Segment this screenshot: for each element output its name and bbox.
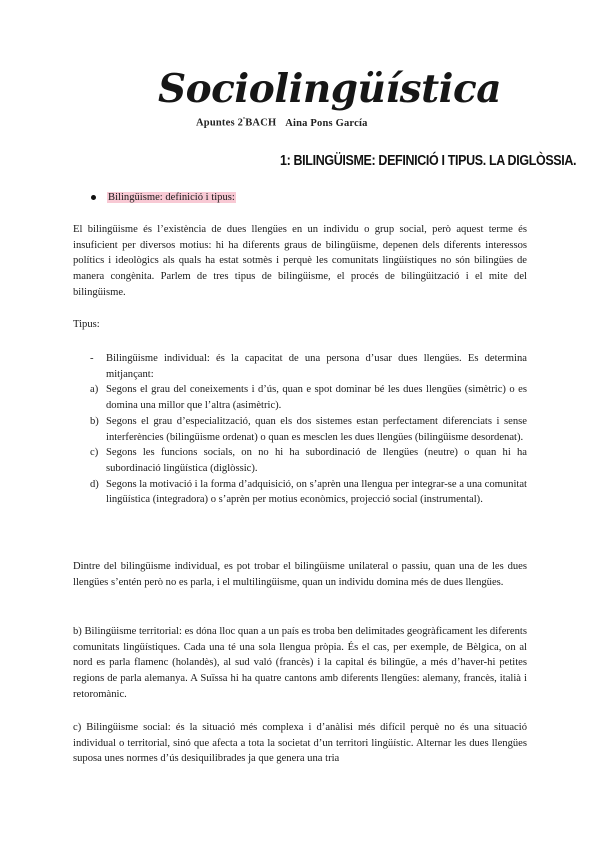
list-item-text: Segons la motivació i la forma d’adquisició, on s’aprèn una llengua per integrar-se a una comunitat lingüística (integradora) o s’aprèn per motius econòmics, projecció social (instrumental). [106, 478, 527, 506]
list-item-c [90, 445, 527, 476]
subtitle-prefix: Apuntes 2 [196, 117, 244, 129]
subtitle-author: Aina Pons García [285, 117, 368, 129]
list-item-text: Segons les funcions socials, on no hi ha subordinació de llengües (neutre) o quan hi ha subordinació lingüística (diglòssic). [106, 447, 527, 474]
document-title: Sociolingüística [158, 66, 501, 112]
tipus-label: Tipus: [73, 319, 100, 330]
list-item-text: Segons el grau d’especialització, quan els dos sistemes estan perfectament diferenciats i sense interferències (bilingüisme ordenat) o quan es mesclen les dues llengües (bilingüisme desordenat). [106, 415, 527, 443]
list-marker: a) [90, 384, 99, 396]
list-item-a [90, 382, 527, 413]
paragraph-social [73, 720, 527, 767]
list-marker: - [90, 353, 94, 364]
subtitle-sup: º [243, 117, 246, 123]
list-item-b [90, 414, 527, 445]
list-item-intro [90, 351, 527, 382]
paragraph-unilateral: Dintre del bilingüisme individual, es pot trobar el bilingüisme unilateral o passiu, quan una de les dues llengües s’entén però no es parla, i el multilingüisme, quan un individu domina més de dues llengües. [73, 561, 527, 588]
bullet-item [91, 192, 236, 203]
document-subtitle [196, 117, 368, 129]
list-item-text: Segons el grau del coneixements i d’ús, quan e spot dominar bé les dues llengües (simètric) o es domina una millor que l’altra (asimètric). [106, 384, 527, 412]
list-marker: b) [90, 415, 99, 427]
list-item-d [90, 477, 527, 508]
paragraph-territorial: b) Bilingüisme territorial: es dóna lloc quan a un país es troba ben delimitades geogràficament les diferents comunitats lingüístiques. Cada una té una sola llengua pròpia. És el cas, per exemple, de Bèlgica, on al nord es parla flamenc (holandès), al sud való (francès) i la capital és bilingüe, a més d’haver-hi petites regions de parla alemanya. A Suïssa hi ha quatre cantons amb diferents llengües: alemany, francès, italià i retoromànic. [73, 626, 527, 700]
paragraph-social-text: c) Bilingüisme social: és la situació més complexa i d’anàlisi més difícil perquè no és una situació individual o territorial, sinó que afecta a tota la societat d’un territori lingüístic. Alternar les dues llengües suposa unes normes d’ús desiquilibrades ja que genera una tria [73, 722, 527, 765]
list-item-text: Bilingüisme individual: és la capacitat de una persona d’usar dues llengües. Es determina mitjançant: [106, 353, 527, 380]
list-marker: c) [90, 447, 99, 459]
highlighted-bullet-text: Bilingüisme: definició i tipus: [108, 192, 235, 203]
bullet-dot-icon [91, 195, 96, 200]
subtitle-course: BACH [245, 117, 277, 129]
section-heading: 1: BILINGÜISME: DEFINICIÓ I TIPUS. LA DIGLÒSSIA. [280, 153, 577, 169]
paragraph-definition: El bilingüisme és l’existència de dues llengües en un individu o grup social, però aquest terme és insuficient per diversos motius: hi ha diferents graus de bilingüisme, depenen dels diferents interessos polítics i ideològics als quals ha estat sotmès i perquè les comunitats lingüístiques no són bilingües de manera congènita. Parlem de tres tipus de bilingüisme, el procés de bilingüització i el mite del bilingüisme. [73, 224, 527, 298]
types-list [90, 351, 527, 508]
list-marker: d) [90, 478, 99, 490]
